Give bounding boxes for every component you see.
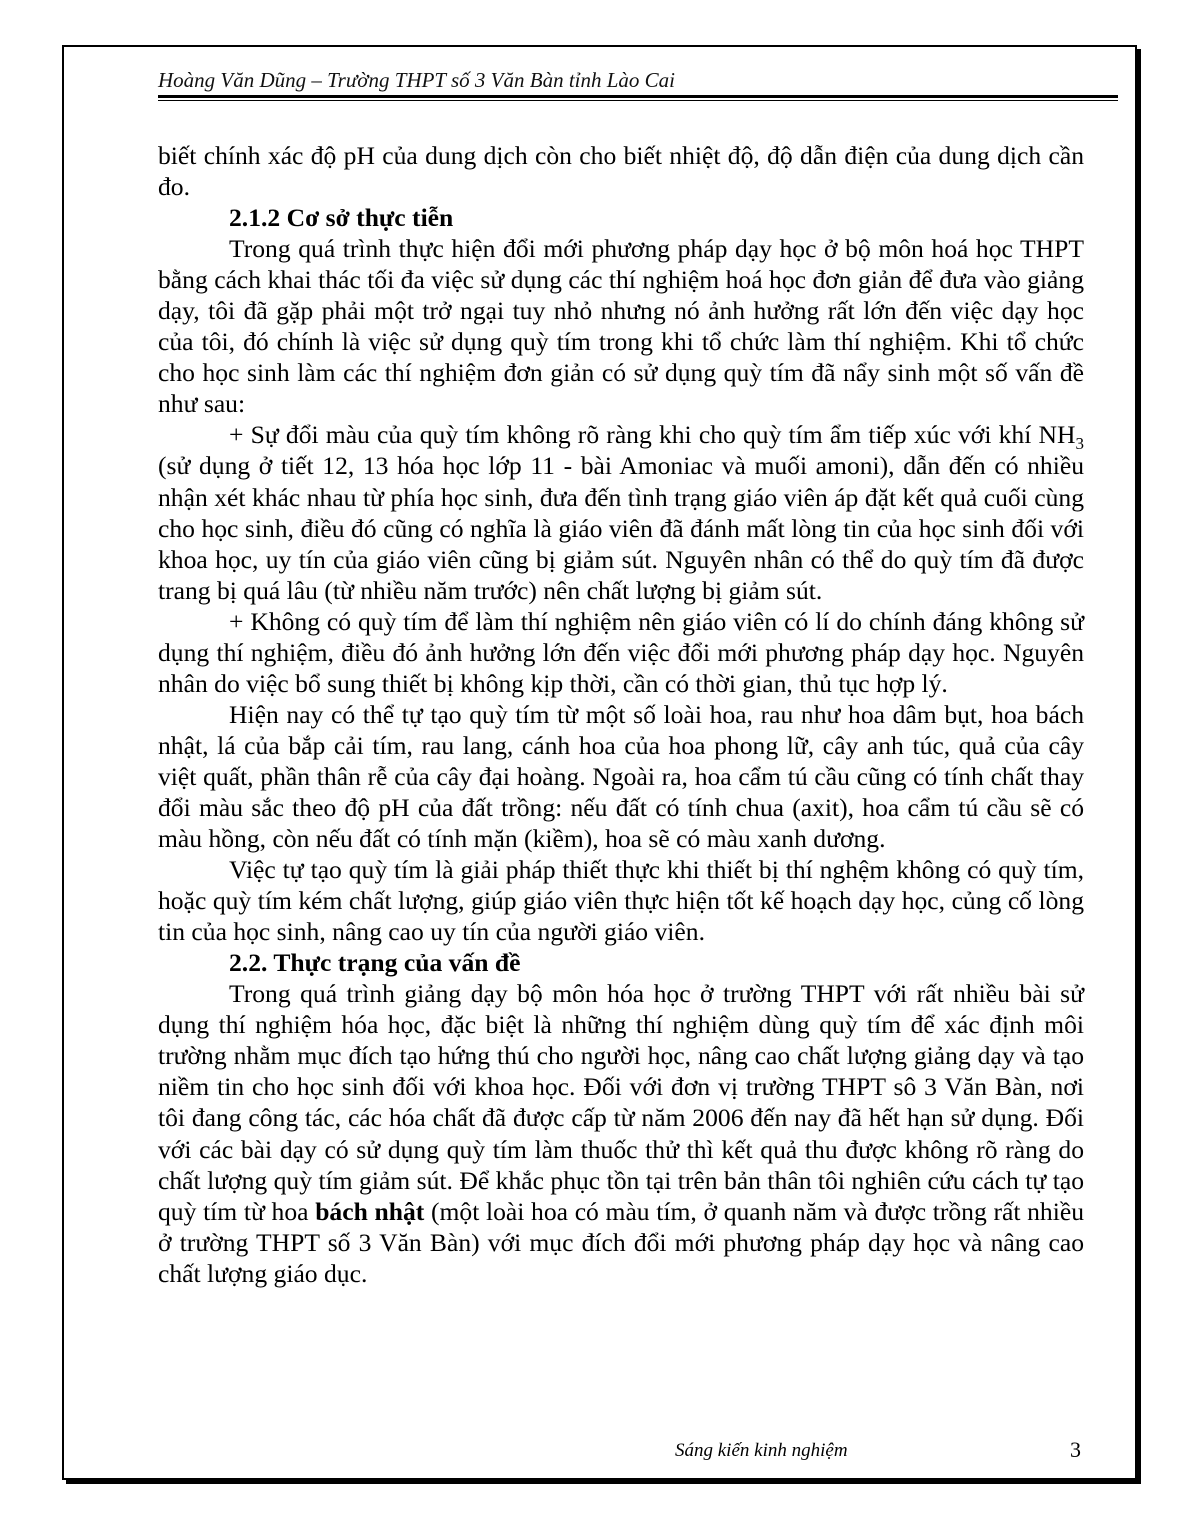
- bold-term: bách nhật: [315, 1196, 425, 1226]
- text-run: (sử dụng ở tiết 12, 13 hóa học lớp 11 - bài Amoniac và muối amoni), dẫn đến có nhiều nhận xét khác nhau từ phía học sinh, đưa đến tình trạng giáo viên áp đặt kết quả cuối cùng cho học sinh, điều đó cũng có nghĩa là giáo viên đã đánh mất lòng tin của học sinh đối với khoa học, uy tín của giáo viên cũng bị giảm sút. Nguyên nhân có thể do quỳ tím đã được trang bị quá lâu (từ nhiều năm trước) nên chất lượng bị giảm sút.: [158, 451, 1084, 605]
- section-heading: 2.2. Thực trạng của vấn đề: [229, 948, 521, 978]
- paragraph: Việc tự tạo quỳ tím là giải pháp thiết thực khi thiết bị thí nghệm không có quỳ tím, hoặc quỳ tím kém chất lượng, giúp giáo viên thực hiện tốt kế hoạch dạy học, củng cố lòng tin của học sinh, nâng cao uy tín của người giáo viên.: [158, 855, 1084, 947]
- page-header: Hoàng Văn Dũng – Trường THPT số 3 Văn Bàn tỉnh Lào Cai: [158, 68, 676, 92]
- page-number: 3: [1070, 1437, 1081, 1462]
- text-run: Trong quá trình giảng dạy bộ môn hóa học ở trường THPT với rất nhiều bài sử dụng thí nghiệm hóa học, đặc biệt là những thí nghiệm dùng quỳ tím để xác định môi trường nhằm mục đích tạo hứng thú cho người học, nâng cao chất lượng giảng dạy và tạo niềm tin cho học sinh đối với khoa học. Đối với đơn vị trường THPT sô 3 Văn Bàn, nơi tôi đang công tác, các hóa chất đã được cấp từ năm 2006 đến nay đã hết hạn sử dụng. Đối với các bài dạy có sử dụng quỳ tím làm thuốc thử thì kết quả thu được không rõ ràng do chất lượng quỳ tím giảm sút. Để khắc phục tồn tại trên bản thân tôi nghiên cứu cách tự tạo quỳ tím từ hoa: [158, 979, 1084, 1226]
- header-rule-thin: [158, 100, 1118, 101]
- footer-label: Sáng kiến kinh nghiệm: [675, 1440, 848, 1461]
- header-rule-thick: [158, 95, 1118, 98]
- paragraph: biết chính xác độ pH của dung dịch còn cho biết nhiệt độ, độ dẫn điện của dung dịch cần đo.: [158, 141, 1084, 202]
- paragraph: + Không có quỳ tím để làm thí nghiệm nên giáo viên có lí do chính đáng không sử dụng thí nghiệm, điều đó ảnh hưởng lớn đến việc đổi mới phương pháp dạy học. Nguyên nhân do việc bổ sung thiết bị không kịp thời, cần có thời gian, thủ tục hợp lý.: [158, 606, 1084, 698]
- section-heading: 2.1.2 Cơ sở thực tiễn: [229, 203, 454, 233]
- document-body: [158, 140, 1084, 1289]
- paragraph: Trong quá trình thực hiện đổi mới phương pháp dạy học ở bộ môn hoá học THPT bằng cách khai thác tối đa việc sử dụng các thí nghiệm hoá học đơn giản để đưa vào giảng dạy, tôi đã gặp phải một trở ngại tuy nhỏ nhưng nó ảnh hưởng rất lớn đến việc dạy học của tôi, đó chính là việc sử dụng quỳ tím trong khi tổ chức làm thí nghiệm. Khi tổ chức cho học sinh làm các thí nghiệm đơn giản có sử dụng quỳ tím đã nẩy sinh một số vấn đề như sau:: [158, 234, 1084, 419]
- paragraph: [158, 419, 1084, 605]
- subscript: 3: [1075, 434, 1084, 454]
- paragraph: [158, 978, 1084, 1288]
- text-run: (một loài hoa có màu tím, ở quanh năm và được trồng rất nhiều ở trường THPT số 3 Văn Bàn) với mục đích đổi mới phương pháp dạy học và nâng cao chất lượng giáo dục.: [158, 1196, 1084, 1288]
- paragraph: Hiện nay có thể tự tạo quỳ tím từ một số loài hoa, rau như hoa dâm bụt, hoa bách nhật, lá của bắp cải tím, rau lang, cánh hoa của hoa phong lữ, cây anh túc, quả của cây việt quất, phần thân rễ của cây đại hoàng. Ngoài ra, hoa cẩm tú cầu cũng có tính chất thay đổi màu sắc theo độ pH của đất trồng: nếu đất có tính chua (axit), hoa cẩm tú cầu sẽ có màu hồng, còn nếu đất có tính mặn (kiềm), hoa sẽ có màu xanh dương.: [158, 699, 1084, 854]
- text-run: + Sự đổi màu của quỳ tím không rõ ràng khi cho quỳ tím ẩm tiếp xúc với khí NH: [229, 420, 1076, 450]
